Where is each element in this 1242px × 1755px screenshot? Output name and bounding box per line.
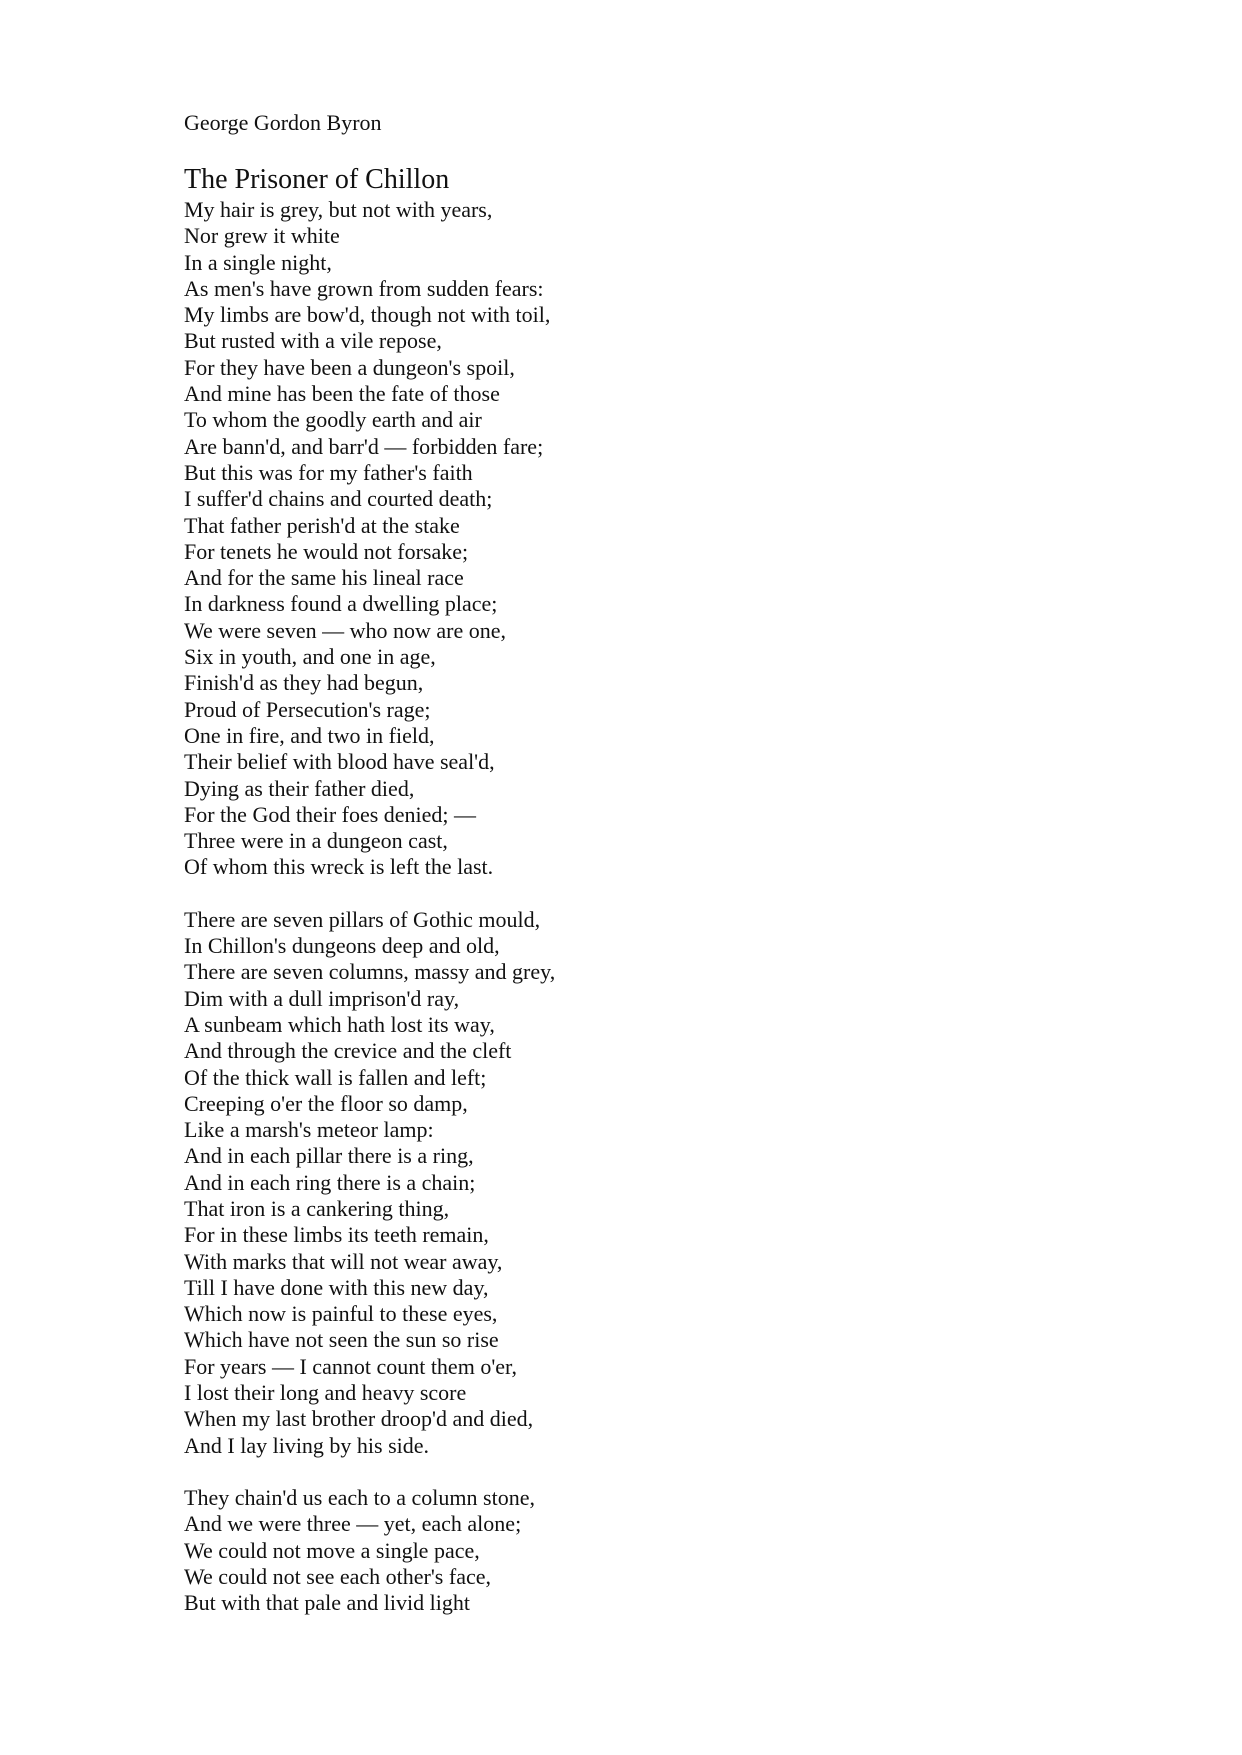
poem-line: There are seven columns, massy and grey, [184, 959, 556, 985]
poem-line: For in these limbs its teeth remain, [184, 1222, 489, 1248]
poem-line: In darkness found a dwelling place; [184, 591, 498, 617]
author-name: George Gordon Byron [184, 110, 382, 135]
stanza [184, 1485, 1084, 1616]
poem-line: That father perish'd at the stake [184, 512, 460, 538]
poem-line: And mine has been the fate of those [184, 381, 500, 407]
poem-line: Till I have done with this new day, [184, 1274, 489, 1300]
poem-line: Nor grew it white [184, 223, 340, 249]
poem-line: But this was for my father's faith [184, 459, 473, 485]
poem-line: Dying as their father died, [184, 775, 415, 801]
poem-line: In a single night, [184, 249, 332, 275]
poem-line: And in each pillar there is a ring, [184, 1143, 474, 1169]
poem-line: We were seven — who now are one, [184, 617, 506, 643]
poem-line: I lost their long and heavy score [184, 1380, 467, 1406]
poem-line: Creeping o'er the floor so damp, [184, 1090, 468, 1116]
poem-line: As men's have grown from sudden fears: [184, 275, 544, 301]
poem-line: Of the thick wall is fallen and left; [184, 1064, 487, 1090]
stanza [184, 197, 1084, 881]
poem-line: Of whom this wreck is left the last. [184, 854, 494, 880]
poem-line: They chain'd us each to a column stone, [184, 1484, 535, 1510]
poem-line: Proud of Persecution's rage; [184, 696, 431, 722]
poem-line: Are bann'd, and barr'd — forbidden fare; [184, 433, 544, 459]
poem-line: For years — I cannot count them o'er, [184, 1353, 517, 1379]
poem-line: Six in youth, and one in age, [184, 644, 436, 670]
poem-line: But rusted with a vile repose, [184, 328, 442, 354]
poem-line: When my last brother droop'd and died, [184, 1406, 534, 1432]
poem-line: We could not see each other's face, [184, 1563, 491, 1589]
poem-line: Their belief with blood have seal'd, [184, 749, 495, 775]
stanza [184, 907, 1084, 1459]
poem-line: To whom the goodly earth and air [184, 407, 482, 433]
poem-line: Which have not seen the sun so rise [184, 1327, 499, 1353]
poem-line: And we were three — yet, each alone; [184, 1511, 522, 1537]
poem-line: For tenets he would not forsake; [184, 538, 469, 564]
poem-line: For they have been a dungeon's spoil, [184, 354, 515, 380]
poem-line: Like a marsh's meteor lamp: [184, 1117, 434, 1143]
poem-line: There are seven pillars of Gothic mould, [184, 906, 541, 932]
poem-line: My limbs are bow'd, though not with toil, [184, 302, 551, 328]
poem-line: Which now is painful to these eyes, [184, 1301, 498, 1327]
poem-line: In Chillon's dungeons deep and old, [184, 933, 500, 959]
poem-line: With marks that will not wear away, [184, 1248, 503, 1274]
poem-line: Finish'd as they had begun, [184, 670, 424, 696]
poem-line: And through the crevice and the cleft [184, 1038, 512, 1064]
poem-title: The Prisoner of Chillon [184, 164, 450, 195]
poem-line: That iron is a cankering thing, [184, 1195, 450, 1221]
poem-line: But with that pale and livid light [184, 1590, 470, 1616]
poem-line: Dim with a dull imprison'd ray, [184, 985, 460, 1011]
poem-line: We could not move a single pace, [184, 1537, 480, 1563]
poem-line: I suffer'd chains and courted death; [184, 486, 493, 512]
document-page [184, 108, 1084, 1642]
poem-line: For the God their foes denied; — [184, 801, 477, 827]
poem-body [184, 197, 1084, 1616]
poem-line: A sunbeam which hath lost its way, [184, 1011, 495, 1037]
poem-line: My hair is grey, but not with years, [184, 197, 493, 222]
poem-line: And I lay living by his side. [184, 1432, 430, 1458]
poem-line: Three were in a dungeon cast, [184, 828, 448, 854]
poem-line: One in fire, and two in field, [184, 722, 435, 748]
poem-line: And in each ring there is a chain; [184, 1169, 476, 1195]
poem-line: And for the same his lineal race [184, 565, 464, 591]
